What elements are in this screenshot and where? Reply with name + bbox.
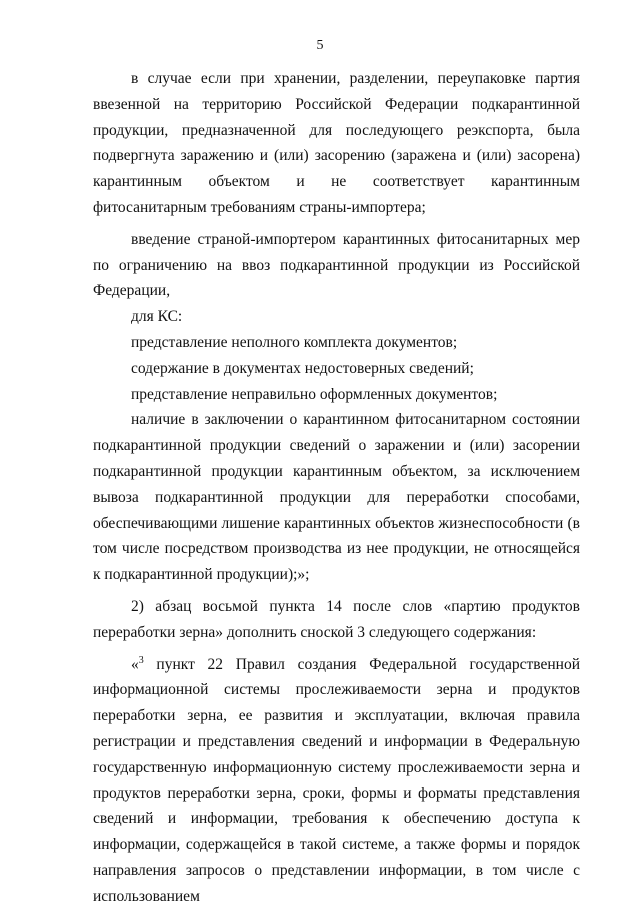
paragraph-reexport-contamination: в случае если при хранении, разделении, переупаковке партия ввезенной на территорию Российской Федерации подкарантинной продукции, предназначенной для последующего реэкспорта, была подвергнута заражению и (или) засорению (заражена и (или) засорена) карантинным объектом и не соответствует карантинным фитосанитарным требованиям страны-импортера; — [93, 70, 580, 216]
paragraph-conclusion-contamination: наличие в заключении о карантинном фитосанитарном состоянии подкарантинной продукции сведений о заражении и (или) засорении подкарантинной продукции карантинным объектом, за исключением вывоза подкарантинной продукции для переработки способами, обеспечивающими лишение карантинных объектов жизнеспособности (в том числе посредством производства из нее продукции, не относящейся к подкарантинной продукции);»; — [93, 411, 580, 584]
paragraph-importer-measures: введение страной-импортером карантинных фитосанитарных мер по ограничению на ввоз подкарантинной продукции из Российской Федерации, — [93, 230, 580, 300]
paragraph-incomplete-documents: представление неполного комплекта документов; — [131, 333, 458, 351]
open-quote: « — [131, 655, 139, 673]
paragraph-amendment-2: 2) абзац восьмой пункта 14 после слов «партию продуктов переработки зерна» дополнить сноской 3 следующего содержания: — [93, 597, 580, 641]
paragraph-footnote-3 — [93, 652, 580, 910]
footnote-marker: 3 — [138, 654, 144, 666]
document-body — [93, 66, 580, 910]
paragraph-improper-documents: представление неправильно оформленных документов; — [131, 385, 498, 403]
paragraph-for-ks: для КС: — [131, 308, 183, 326]
paragraph-false-information: содержание в документах недостоверных сведений; — [131, 359, 474, 377]
footnote-text: пункт 22 Правил создания Федеральной государственной информационной системы прослеживаемости зерна и продуктов переработки зерна, ее развития и эксплуатации, включая правила регистрации и представления сведений и информации в Федеральную государственную информационную систему прослеживаемости зерна и продуктов переработки зерна, сроки, формы и форматы представления сведений и информации, требования к обеспечению доступа к информации, содержащейся в такой системе, а также формы и порядок направления запросов о представлении информации, в том числе с использованием — [93, 655, 580, 905]
page-number: 5 — [316, 38, 324, 53]
